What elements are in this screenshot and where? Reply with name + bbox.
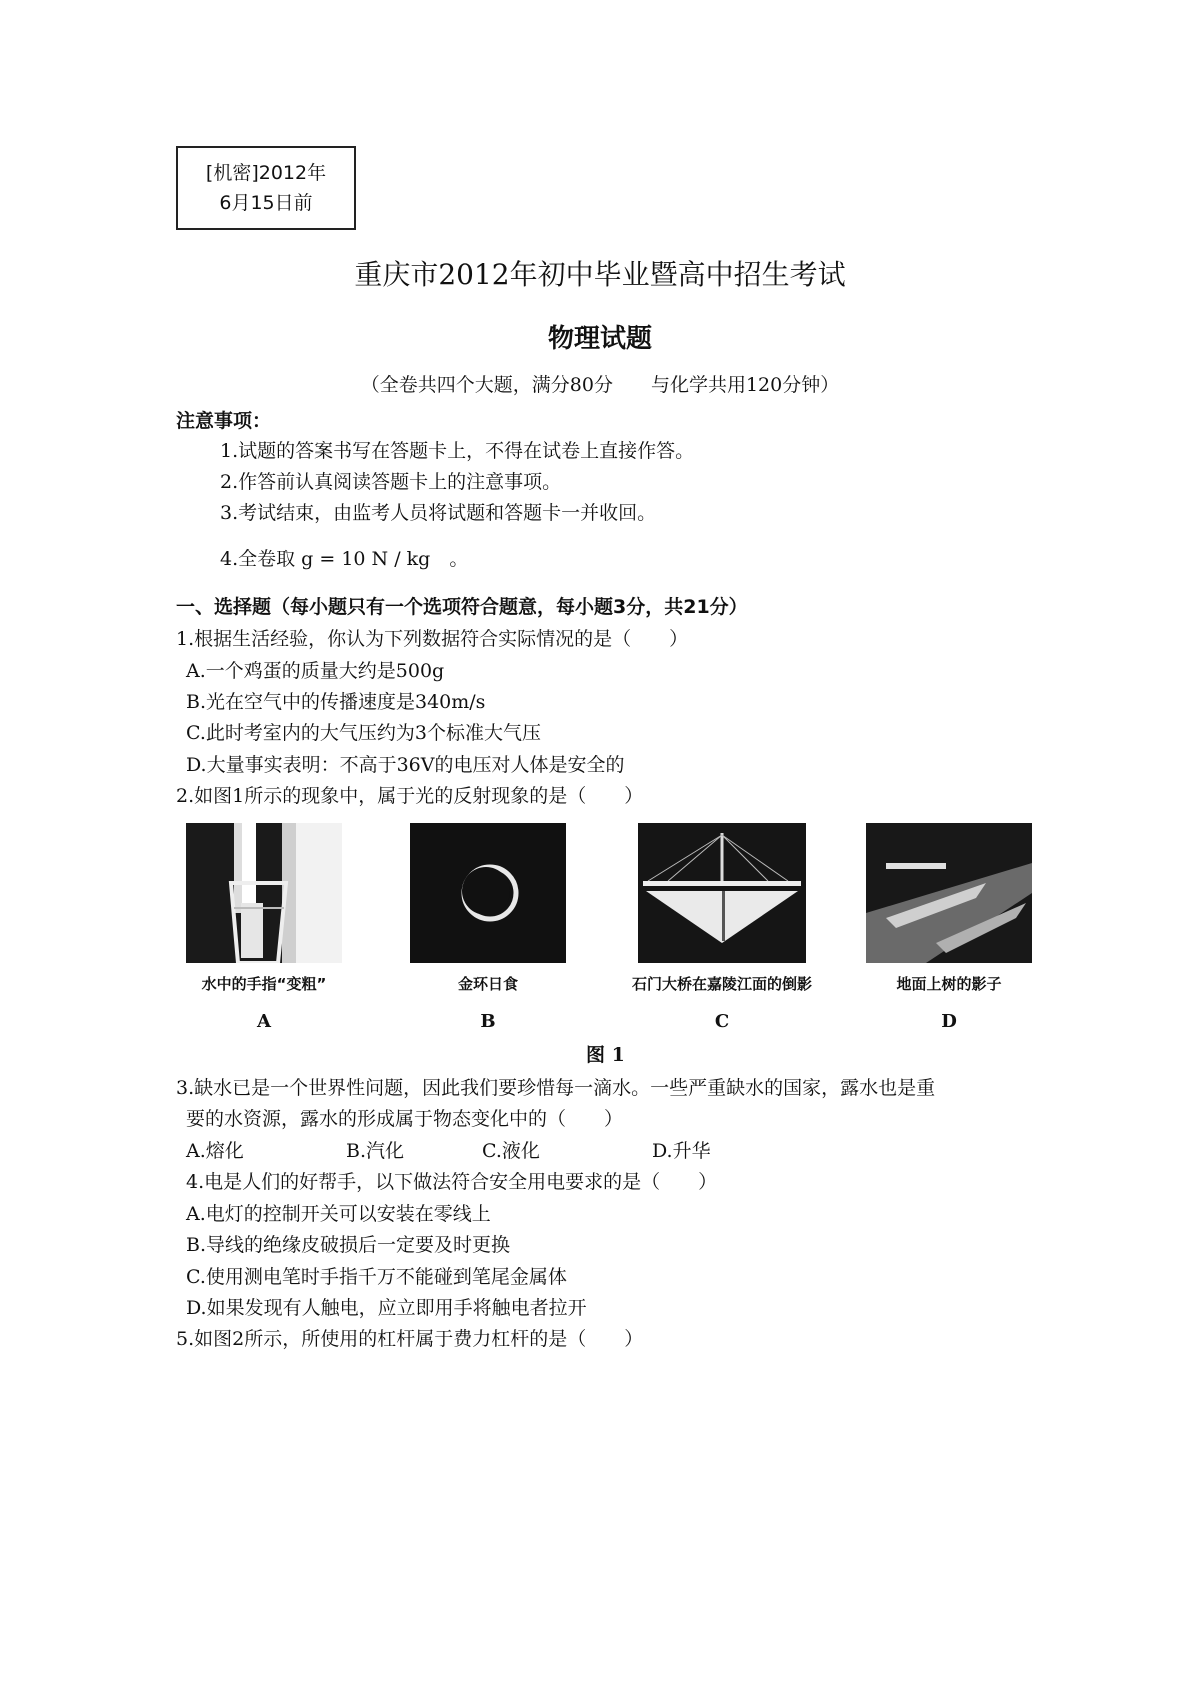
- note-item-2: 2.作答前认真阅读答题卡上的注意事项。: [220, 471, 562, 493]
- exam-info: （全卷共四个大题，满分80分 与化学共用120分钟）: [360, 374, 840, 396]
- q1-option-c: C.此时考室内的大气压约为3个标准大气压: [186, 722, 541, 744]
- q4-option-c: C.使用测电笔时手指千万不能碰到笔尾金属体: [186, 1266, 567, 1288]
- q5-stem: 5.如图2所示，所使用的杠杆属于费力杠杆的是（ ）: [176, 1328, 644, 1350]
- notes-heading: 注意事项：: [176, 410, 272, 432]
- confidential-line-2: 6月15日前: [219, 192, 313, 214]
- q1-option-d: D.大量事实表明：不高于36V的电压对人体是安全的: [186, 754, 625, 776]
- q1-stem: 1.根据生活经验，你认为下列数据符合实际情况的是（ ）: [176, 628, 689, 650]
- figure-1: [176, 815, 1040, 1065]
- figure-1-letter-b: B: [480, 1011, 496, 1032]
- note-item-1: 1.试题的答案书写在答题卡上，不得在试卷上直接作答。: [220, 440, 695, 462]
- q1-option-a: A.一个鸡蛋的质量大约是500g: [186, 660, 445, 682]
- q4-stem: 4.电是人们的好帮手，以下做法符合安全用电要求的是（ ）: [186, 1171, 718, 1193]
- confidential-stamp-box: [176, 146, 356, 230]
- section-1-heading: 一、选择题（每小题只有一个选项符合题意，每小题3分，共21分）: [176, 596, 748, 618]
- q4-option-d: D.如果发现有人触电，应立即用手将触电者拉开: [186, 1297, 587, 1319]
- figure-1-caption-d: 地面上树的影子: [896, 975, 1002, 993]
- q3-stem-line-2: 要的水资源，露水的形成属于物态变化中的（ ）: [186, 1108, 624, 1130]
- figure-1-photo-b: [410, 823, 566, 963]
- figure-1-caption-a: 水中的手指“变粗”: [201, 975, 327, 993]
- q4-option-b: B.导线的绝缘皮破损后一定要及时更换: [186, 1234, 511, 1256]
- figure-1-caption-c: 石门大桥在嘉陵江面的倒影: [631, 975, 812, 993]
- q4-option-a: A.电灯的控制开关可以安装在零线上: [186, 1203, 491, 1225]
- confidential-line-1: [机密]2012年: [205, 162, 327, 184]
- figure-1-label: 图 1: [586, 1044, 625, 1066]
- figure-1-letter-a: A: [257, 1011, 271, 1032]
- q3-option-d: D.升华: [652, 1140, 711, 1162]
- q3-stem-line-1: 3.缺水已是一个世界性问题，因此我们要珍惜每一滴水。一些严重缺水的国家，露水也是重: [176, 1077, 936, 1099]
- figure-1-letter-d: D: [941, 1011, 957, 1032]
- q1-option-b: B.光在空气中的传播速度是340m/s: [186, 691, 486, 713]
- exam-title: 重庆市2012年初中毕业暨高中招生考试: [354, 258, 846, 291]
- q3-option-b: B.汽化: [346, 1140, 405, 1162]
- q2-stem: 2.如图1所示的现象中，属于光的反射现象的是（ ）: [176, 785, 644, 807]
- figure-1-photo-d: [866, 823, 1032, 963]
- q3-option-a: A.熔化: [186, 1140, 244, 1162]
- figure-1-photo-a: [186, 823, 342, 963]
- exam-subtitle: 物理试题: [547, 324, 652, 354]
- figure-1-photo-c: [638, 823, 806, 963]
- q3-option-c: C.液化: [482, 1140, 540, 1162]
- note-item-4: 4.全卷取 g = 10 N / kg 。: [220, 548, 469, 570]
- note-item-3: 3.考试结束，由监考人员将试题和答题卡一并收回。: [220, 502, 657, 524]
- figure-1-caption-b: 金环日食: [457, 975, 518, 993]
- figure-1-letter-c: C: [714, 1011, 730, 1032]
